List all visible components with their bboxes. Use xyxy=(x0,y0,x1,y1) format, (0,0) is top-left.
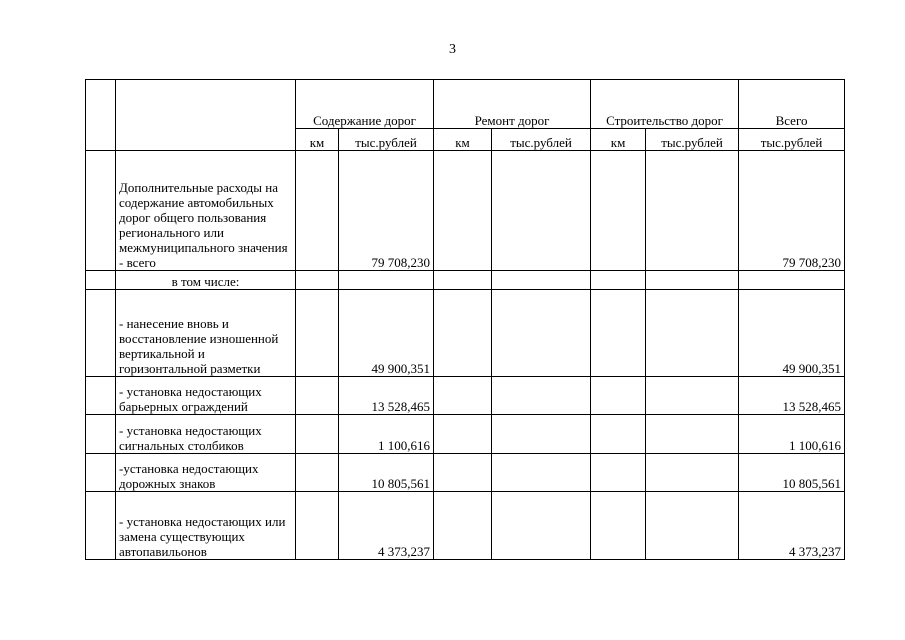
empty-cell xyxy=(646,290,739,377)
unit-thousand-rub: тыс.рублей xyxy=(739,129,845,151)
empty-cell xyxy=(591,290,646,377)
total-value: 10 805,561 xyxy=(739,454,845,492)
table-row xyxy=(86,492,845,560)
empty-cell xyxy=(591,151,646,271)
empty-cell xyxy=(434,271,492,290)
maintenance-value: 4 373,237 xyxy=(339,492,434,560)
empty-cell xyxy=(492,151,591,271)
row-label: - установка недостающих барьерных ограждений xyxy=(116,377,296,415)
index-cell xyxy=(86,151,116,271)
empty-cell xyxy=(591,377,646,415)
empty-cell xyxy=(339,271,434,290)
header-repair: Ремонт дорог xyxy=(434,80,591,129)
row-label: Дополнительные расходы на содержание автомобильных дорог общего пользования регионального или межмуниципального значения - всего xyxy=(116,151,296,271)
index-cell xyxy=(86,454,116,492)
table-row xyxy=(86,454,845,492)
maintenance-value: 49 900,351 xyxy=(339,290,434,377)
empty-cell xyxy=(296,377,339,415)
index-cell xyxy=(86,415,116,454)
row-label: - установка недостающих или замена существующих автопавильонов xyxy=(116,492,296,560)
header-maintenance: Содержание дорог xyxy=(296,80,434,129)
empty-cell xyxy=(434,492,492,560)
empty-cell xyxy=(591,454,646,492)
header-construction: Строительство дорог xyxy=(591,80,739,129)
empty-cell xyxy=(296,151,339,271)
row-label: -установка недостающих дорожных знаков xyxy=(116,454,296,492)
page-number: 3 xyxy=(449,42,456,57)
empty-cell xyxy=(492,271,591,290)
total-value: 4 373,237 xyxy=(739,492,845,560)
unit-thousand-rub: тыс.рублей xyxy=(646,129,739,151)
row-label: - нанесение вновь и восстановление изношенной вертикальной и горизонтальной разметки xyxy=(116,290,296,377)
table-row xyxy=(86,415,845,454)
empty-cell xyxy=(296,271,339,290)
empty-cell xyxy=(492,454,591,492)
empty-cell xyxy=(296,492,339,560)
unit-km: км xyxy=(296,129,339,151)
index-cell xyxy=(86,377,116,415)
unit-km: км xyxy=(434,129,492,151)
empty-cell xyxy=(434,454,492,492)
empty-cell xyxy=(646,271,739,290)
table-row xyxy=(86,290,845,377)
table-row xyxy=(86,271,845,290)
unit-thousand-rub: тыс.рублей xyxy=(339,129,434,151)
empty-cell xyxy=(492,492,591,560)
empty-cell xyxy=(739,271,845,290)
empty-cell xyxy=(296,415,339,454)
header-total: Всего xyxy=(739,80,845,129)
table-row xyxy=(86,151,845,271)
empty-cell xyxy=(591,415,646,454)
header-row-groups xyxy=(86,80,845,129)
empty-cell xyxy=(591,271,646,290)
maintenance-value: 13 528,465 xyxy=(339,377,434,415)
empty-cell xyxy=(492,415,591,454)
road-expenses-table xyxy=(85,79,845,560)
empty-cell xyxy=(296,454,339,492)
empty-cell xyxy=(646,151,739,271)
empty-cell xyxy=(492,377,591,415)
total-value: 79 708,230 xyxy=(739,151,845,271)
header-index-cell xyxy=(86,80,116,151)
table-row xyxy=(86,377,845,415)
empty-cell xyxy=(646,492,739,560)
row-label: в том числе: xyxy=(116,271,296,290)
row-label: - установка недостающих сигнальных столбиков xyxy=(116,415,296,454)
total-value: 49 900,351 xyxy=(739,290,845,377)
index-cell xyxy=(86,271,116,290)
header-label-cell xyxy=(116,80,296,151)
unit-km: км xyxy=(591,129,646,151)
maintenance-value: 79 708,230 xyxy=(339,151,434,271)
total-value: 13 528,465 xyxy=(739,377,845,415)
index-cell xyxy=(86,492,116,560)
maintenance-value: 1 100,616 xyxy=(339,415,434,454)
index-cell xyxy=(86,290,116,377)
empty-cell xyxy=(434,415,492,454)
empty-cell xyxy=(646,415,739,454)
empty-cell xyxy=(434,377,492,415)
empty-cell xyxy=(591,492,646,560)
empty-cell xyxy=(492,290,591,377)
maintenance-value: 10 805,561 xyxy=(339,454,434,492)
total-value: 1 100,616 xyxy=(739,415,845,454)
empty-cell xyxy=(646,454,739,492)
empty-cell xyxy=(434,290,492,377)
empty-cell xyxy=(434,151,492,271)
unit-thousand-rub: тыс.рублей xyxy=(492,129,591,151)
empty-cell xyxy=(646,377,739,415)
empty-cell xyxy=(296,290,339,377)
